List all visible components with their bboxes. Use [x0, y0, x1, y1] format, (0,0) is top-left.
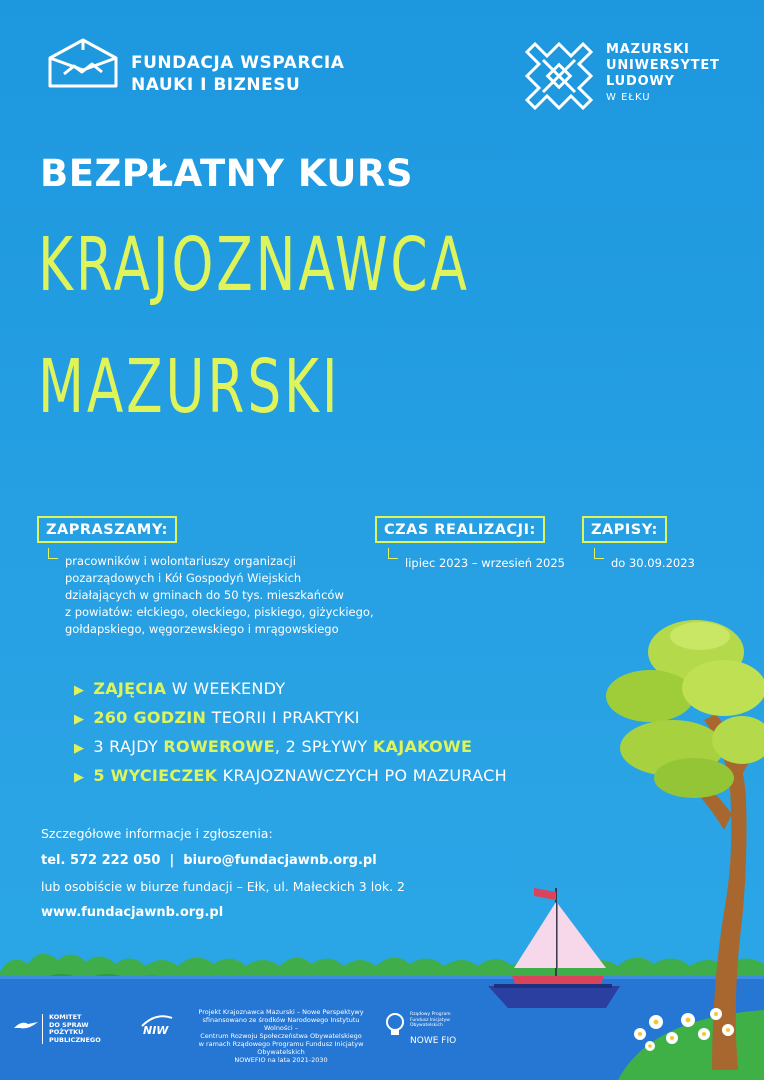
contact-address: lub osobiście w biurze fundacji – Ełk, ul. Małeckich 3 lok. 2 [41, 879, 405, 894]
subtitle: BEZPŁATNY KURS [40, 152, 414, 195]
feature-bold: ROWEROWE [163, 737, 275, 756]
kpp-logo-text [49, 1014, 101, 1044]
contact-website-link[interactable]: www.fundacjawnb.org.pl [41, 905, 224, 920]
invite-line: pracowników i wolontariuszy organizacji [65, 554, 296, 568]
contact-phone-email[interactable]: tel. 572 222 050 | biuro@fundacjawnb.org.pl [41, 853, 377, 868]
project-credits [188, 1008, 374, 1064]
play-bullet-icon: ▶ [74, 770, 85, 785]
kpp-line: DO SPRAW [49, 1020, 89, 1029]
kpp-line: POŻYTKU [49, 1028, 84, 1036]
niw-label: NIW [143, 1024, 169, 1037]
mul-line2: UNIWERSYTET [606, 58, 720, 73]
fwnb-name [131, 52, 344, 96]
fwnb-line2: NAUKI I BIZNESU [131, 75, 301, 95]
project-line: Projekt Krajoznawca Mazurski – Nowe Perspektywy [198, 1008, 364, 1016]
mul-name [606, 42, 720, 106]
invite-line: gołdapskiego, węgorzewskiego i mrągowskiego [65, 622, 339, 636]
feature-pre: 3 RAJDY [93, 737, 164, 756]
play-bullet-icon: ▶ [74, 741, 85, 756]
project-line: Centrum Rozwoju Społeczeństwa Obywatelskiego [200, 1032, 362, 1040]
fio-line: Obywatelskich [410, 1023, 443, 1028]
invite-line: z powiatów: ełckiego, oleckiego, piskiego, giżyckiego, [65, 605, 374, 619]
invite-line: działających w gminach do 50 tys. mieszkańców [65, 588, 344, 602]
feature-rest: TEORII I PRAKTYKI [206, 708, 360, 727]
feature-bold: ZAJĘCIA [93, 679, 167, 698]
signup-value: do 30.09.2023 [611, 556, 695, 570]
kpp-line: PUBLICZNEGO [49, 1035, 101, 1044]
feature-bold: 260 GODZIN [93, 708, 207, 727]
mul-line4: W EŁKU [606, 92, 651, 103]
sailboat-icon [488, 888, 620, 1008]
mul-line3: LUDOWY [606, 74, 675, 89]
mul-logo-icon [523, 40, 595, 112]
lightbulb-icon [383, 1012, 407, 1038]
time-value: lipiec 2023 – wrzesień 2025 [405, 556, 565, 570]
project-line: w ramach Rządowego Programu Fundusz Inicjatyw Obywatelskich [198, 1040, 364, 1056]
fio-label: NOWE FIO [410, 1036, 457, 1046]
kpp-bird-icon [14, 1020, 38, 1032]
play-bullet-icon: ▶ [74, 683, 85, 698]
feature-rest: W WEEKENDY [166, 679, 286, 698]
invite-label: ZAPRASZAMY: [37, 516, 177, 543]
fio-line: Fundusz Inicjatyw [410, 1017, 450, 1023]
time-label: CZAS REALIZACJI: [375, 516, 545, 543]
fio-line: Rządowy Program [410, 1012, 451, 1017]
fio-small-text [410, 1012, 451, 1029]
contact-intro: Szczegółowe informacje i zgłoszenia: [41, 826, 273, 841]
fwnb-line1: FUNDACJA WSPARCIA [131, 53, 345, 73]
feature-rest: KRAJOZNAWCZYCH PO MAZURACH [217, 766, 507, 785]
title-line1: KRAJOZNAWCA [38, 222, 470, 308]
feature-bold2: KAJAKOWE [372, 737, 473, 756]
kpp-line: KOMITET [49, 1013, 82, 1021]
signup-label: ZAPISY: [582, 516, 667, 543]
fwnb-logo-icon [46, 36, 120, 94]
project-line: sfinansowano ze środków Narodowego Instytutu Wolności – [202, 1016, 360, 1032]
time-connector [388, 548, 398, 559]
mul-line1: MAZURSKI [606, 42, 690, 57]
kpp-divider [42, 1014, 43, 1044]
lake-illustration [0, 600, 764, 1080]
signup-connector [594, 548, 604, 559]
feature-bold: 5 WYCIECZEK [93, 766, 218, 785]
play-bullet-icon: ▶ [74, 712, 85, 727]
project-line: NOWEFIO na lata 2021-2030 [234, 1056, 328, 1064]
invite-connector [48, 548, 58, 559]
feature-mid: , 2 SPŁYWY [274, 737, 373, 756]
invite-line: pozarządowych i Kół Gospodyń Wiejskich [65, 571, 302, 585]
title-line2: MAZURSKI [38, 344, 341, 430]
